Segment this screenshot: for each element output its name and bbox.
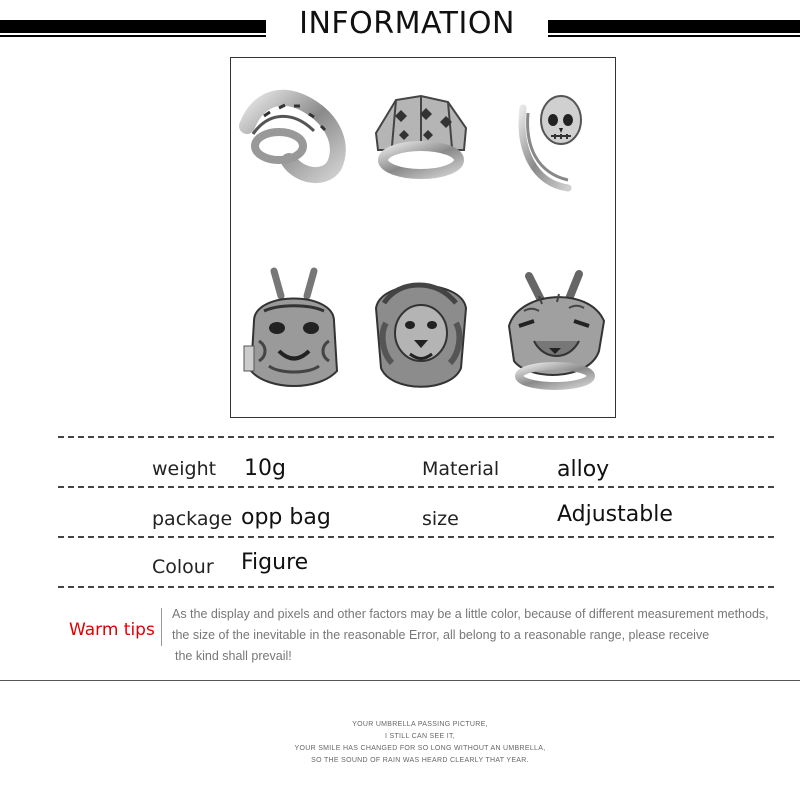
divider-2	[58, 486, 774, 488]
playing-cards-ring-icon	[366, 88, 476, 188]
size-label: size	[422, 508, 459, 530]
crab-claw-ring-icon	[239, 86, 349, 186]
divider-1	[58, 436, 774, 438]
warm-tips-line-2: the size of the inevitable in the reasonable Error, all belong to a reasonable range, please receive	[172, 628, 710, 642]
warm-tips-line-1: As the display and pixels and other factors may be a little color, because of different measurement methods,	[172, 607, 769, 621]
poem-line-1: YOUR UMBRELLA PASSING PICTURE,	[352, 721, 488, 728]
skull-ring-icon	[513, 88, 603, 198]
warm-tips-line-3: the kind shall prevail!	[175, 649, 292, 663]
poem-line-4: SO THE SOUND OF RAIN WAS HEARD CLEARLY THAT YEAR.	[311, 757, 529, 764]
header-bar-left	[0, 20, 266, 33]
material-value: alloy	[557, 457, 610, 482]
lion-ring-icon	[366, 268, 476, 398]
divider-3	[58, 536, 774, 538]
colour-label: Colour	[152, 556, 214, 578]
weight-label: weight	[152, 458, 217, 480]
wolf-ring-icon	[499, 266, 611, 396]
warm-tips-label: Warm tips	[69, 620, 155, 640]
package-label: package	[152, 508, 233, 530]
bottom-rule	[0, 680, 800, 681]
weight-value: 10g	[244, 456, 286, 481]
page-title: INFORMATION	[299, 6, 515, 41]
header-bar-right	[548, 20, 800, 33]
material-label: Material	[422, 458, 500, 480]
poem-line-2: I STILL CAN SEE IT,	[384, 733, 456, 740]
divider-4	[58, 586, 774, 588]
package-value: opp bag	[241, 505, 331, 530]
colour-value: Figure	[241, 550, 309, 575]
dragon-ring-icon	[239, 266, 349, 396]
poem-line-3: YOUR SMILE HAS CHANGED FOR SO LONG WITHOUT AN UMBRELLA,	[294, 745, 546, 752]
warm-tips-divider	[161, 608, 162, 646]
product-image-frame	[230, 57, 616, 418]
size-value: Adjustable	[557, 502, 673, 527]
